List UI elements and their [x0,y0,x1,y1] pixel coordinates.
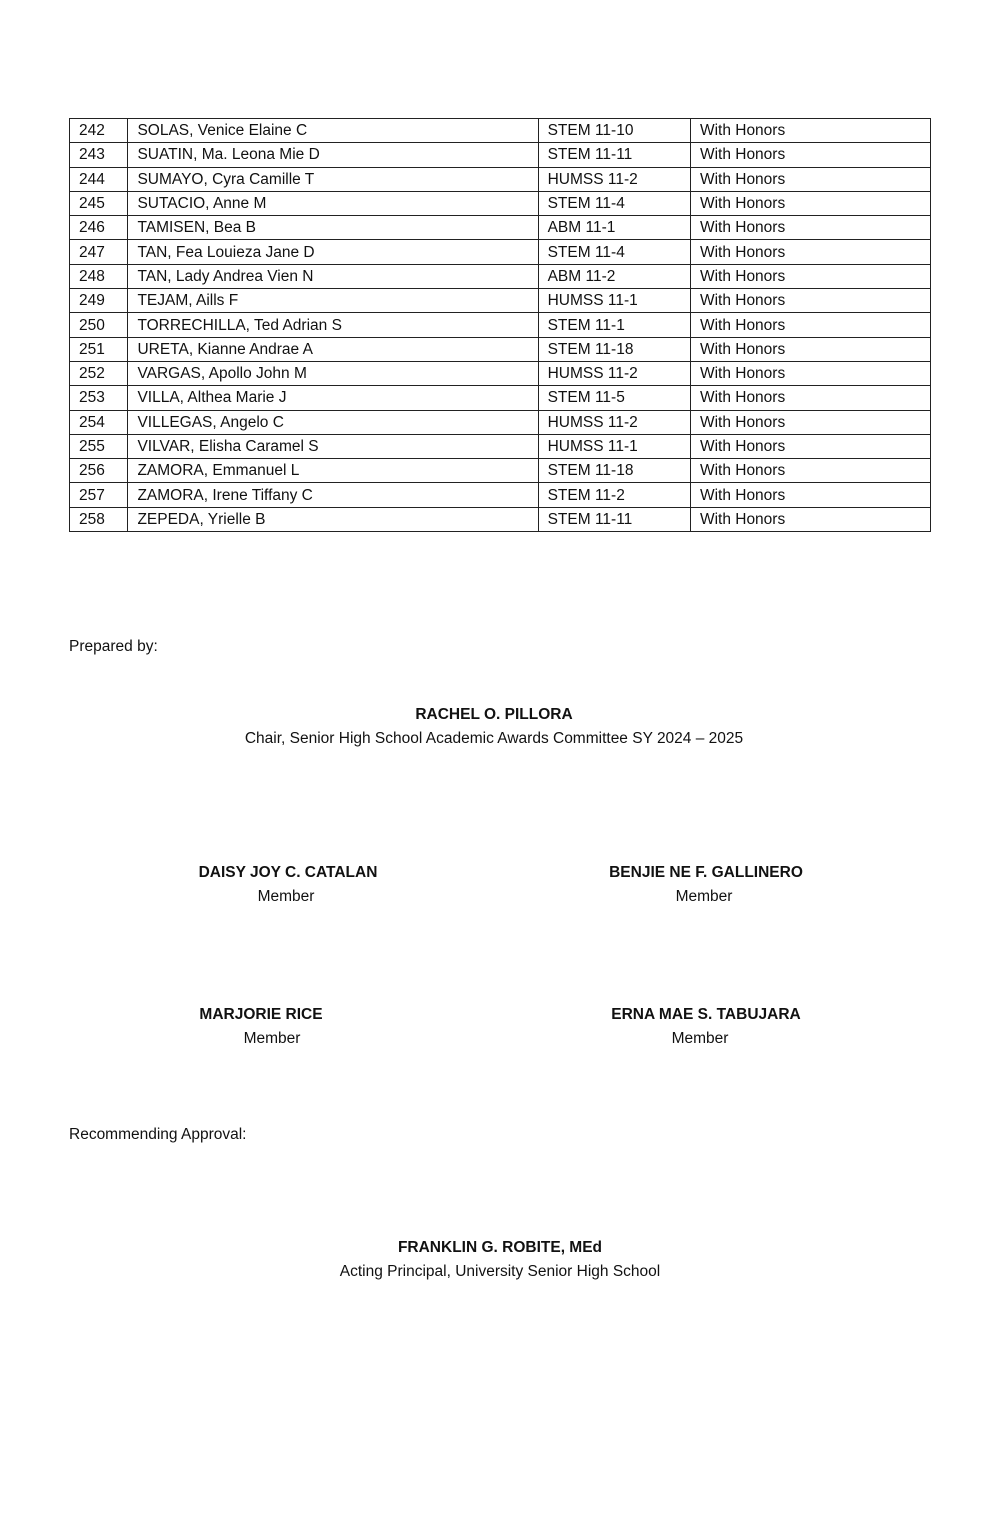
award-cell: With Honors [690,143,930,167]
chair-signature-block [0,703,988,751]
table-row [70,337,931,361]
chair-role: Chair, Senior High School Academic Awards Committee SY 2024 – 2025 [244,730,744,747]
honors-table [69,118,931,532]
student-name-cell: TAN, Lady Andrea Vien N [128,264,538,288]
table-row [70,459,931,483]
student-number-cell: 243 [70,143,128,167]
award-cell: With Honors [690,434,930,458]
student-number-cell: 245 [70,191,128,215]
section-cell: STEM 11-11 [538,143,690,167]
award-cell: With Honors [690,289,930,313]
section-cell: STEM 11-11 [538,507,690,531]
section-cell: STEM 11-4 [538,191,690,215]
table-row [70,507,931,531]
principal-signature-block [0,1236,1000,1284]
prepared-by-label: Prepared by: [69,638,158,655]
award-cell: With Honors [690,313,930,337]
student-name-cell: TEJAM, Aills F [128,289,538,313]
student-name-cell: ZAMORA, Irene Tiffany C [128,483,538,507]
award-cell: With Honors [690,191,930,215]
award-cell: With Honors [690,119,930,143]
student-name-cell: VILLEGAS, Angelo C [128,410,538,434]
table-row [70,386,931,410]
student-number-cell: 250 [70,313,128,337]
student-number-cell: 248 [70,264,128,288]
award-cell: With Honors [690,410,930,434]
student-name-cell: VILLA, Althea Marie J [128,386,538,410]
student-number-cell: 255 [70,434,128,458]
section-cell: STEM 11-18 [538,337,690,361]
award-cell: With Honors [690,167,930,191]
award-cell: With Honors [690,361,930,385]
section-cell: HUMSS 11-2 [538,167,690,191]
student-number-cell: 246 [70,216,128,240]
section-cell: STEM 11-4 [538,240,690,264]
student-number-cell: 244 [70,167,128,191]
section-cell: STEM 11-5 [538,386,690,410]
table-row [70,434,931,458]
section-cell: HUMSS 11-2 [538,410,690,434]
award-cell: With Honors [690,264,930,288]
student-name-cell: SUATIN, Ma. Leona Mie D [128,143,538,167]
member-role: Member [671,1030,729,1047]
table-row [70,167,931,191]
section-cell: HUMSS 11-1 [538,289,690,313]
principal-name: FRANKLIN G. ROBITE, MEd [397,1239,603,1256]
recommending-approval-label: Recommending Approval: [69,1126,247,1143]
member-name: ERNA MAE S. TABUJARA [611,1006,801,1023]
section-cell: HUMSS 11-1 [538,434,690,458]
student-name-cell: URETA, Kianne Andrae A [128,337,538,361]
table-row [70,240,931,264]
table-row [70,264,931,288]
student-name-cell: ZAMORA, Emmanuel L [128,459,538,483]
member-name: MARJORIE RICE [199,1006,323,1023]
section-cell: STEM 11-1 [538,313,690,337]
member-role: Member [257,888,315,905]
section-cell: ABM 11-1 [538,216,690,240]
award-cell: With Honors [690,507,930,531]
table-row [70,191,931,215]
student-name-cell: ZEPEDA, Yrielle B [128,507,538,531]
student-name-cell: TAN, Fea Louieza Jane D [128,240,538,264]
student-number-cell: 257 [70,483,128,507]
table-row [70,143,931,167]
table-row [70,216,931,240]
chair-name: RACHEL O. PILLORA [415,706,573,723]
principal-role: Acting Principal, University Senior High School [339,1263,661,1280]
member-signature-block [121,1003,401,1051]
award-cell: With Honors [690,483,930,507]
section-cell: HUMSS 11-2 [538,361,690,385]
table-row [70,119,931,143]
table-row [70,289,931,313]
table-row [70,313,931,337]
student-name-cell: SUMAYO, Cyra Camille T [128,167,538,191]
member-name: BENJIE NE F. GALLINERO [609,864,803,881]
student-number-cell: 253 [70,386,128,410]
member-signature-block [566,861,846,909]
student-number-cell: 247 [70,240,128,264]
award-cell: With Honors [690,240,930,264]
honors-table-body [70,119,931,532]
award-cell: With Honors [690,337,930,361]
student-name-cell: TAMISEN, Bea B [128,216,538,240]
student-name-cell: VILVAR, Elisha Caramel S [128,434,538,458]
section-cell: ABM 11-2 [538,264,690,288]
member-name: DAISY JOY C. CATALAN [198,864,378,881]
section-cell: STEM 11-2 [538,483,690,507]
student-number-cell: 256 [70,459,128,483]
student-number-cell: 254 [70,410,128,434]
student-name-cell: TORRECHILLA, Ted Adrian S [128,313,538,337]
table-row [70,361,931,385]
student-name-cell: SUTACIO, Anne M [128,191,538,215]
student-number-cell: 249 [70,289,128,313]
student-number-cell: 251 [70,337,128,361]
award-cell: With Honors [690,216,930,240]
student-number-cell: 252 [70,361,128,385]
student-number-cell: 258 [70,507,128,531]
award-cell: With Honors [690,459,930,483]
member-role: Member [675,888,733,905]
member-signature-block [566,1003,846,1051]
member-signature-block [148,861,428,909]
award-cell: With Honors [690,386,930,410]
student-name-cell: SOLAS, Venice Elaine C [128,119,538,143]
table-row [70,410,931,434]
section-cell: STEM 11-10 [538,119,690,143]
student-number-cell: 242 [70,119,128,143]
table-row [70,483,931,507]
member-role: Member [243,1030,301,1047]
student-name-cell: VARGAS, Apollo John M [128,361,538,385]
section-cell: STEM 11-18 [538,459,690,483]
